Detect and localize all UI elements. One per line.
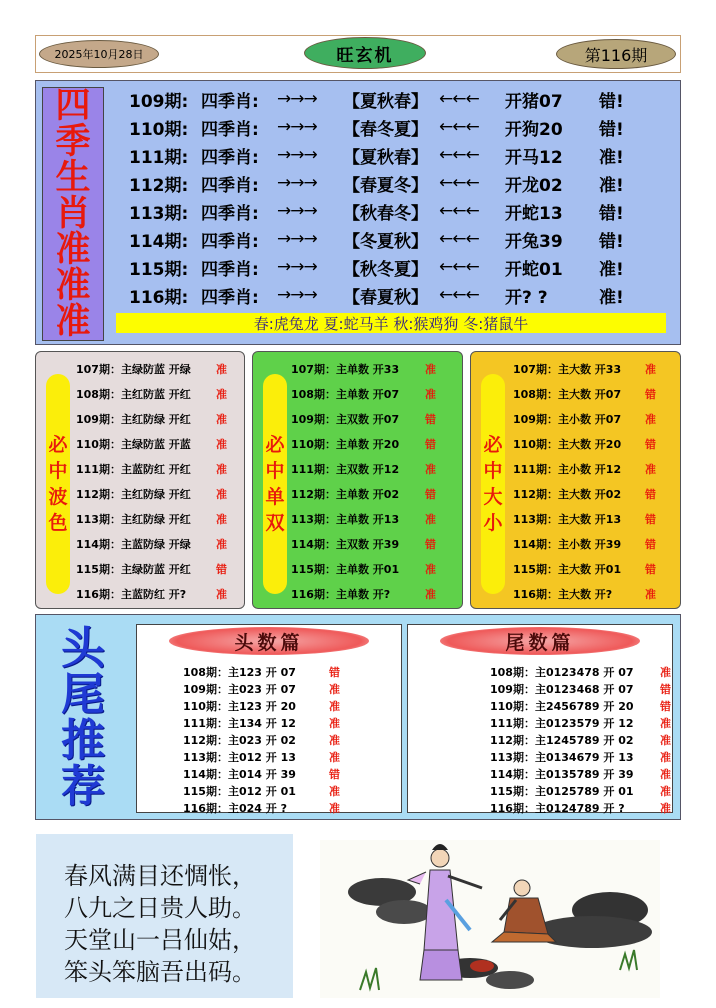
period-label: 116期: xyxy=(129,287,189,308)
panel-row xyxy=(76,534,227,554)
verdict-label: 准 xyxy=(645,363,656,376)
verdict-label: 准! xyxy=(599,287,624,308)
zodiac-group: 【春冬夏】 xyxy=(343,119,428,140)
big-small-title xyxy=(481,374,505,594)
number-row xyxy=(490,714,671,731)
verdict-label: 错 xyxy=(329,767,340,781)
verdict-label: 错 xyxy=(425,413,436,426)
fire-icon xyxy=(470,960,494,972)
panel-row xyxy=(76,559,227,579)
panel-row xyxy=(291,534,436,554)
verdict-label: 错 xyxy=(660,682,671,696)
verdict-label: 错 xyxy=(425,488,436,501)
number-row xyxy=(183,765,340,782)
arrow-left-icon: ←←← xyxy=(439,201,479,221)
row-text: 111期：主134 开 12 xyxy=(183,716,296,730)
title-char: 准 xyxy=(55,302,91,342)
number-row xyxy=(183,782,340,799)
row-text: 115期：主0125789 开 01 xyxy=(490,784,634,798)
verdict-label: 准 xyxy=(660,716,671,730)
row-text: 107期：主绿防蓝 开绿 xyxy=(76,363,191,376)
arrow-left-icon: ←←← xyxy=(439,229,479,249)
open-result: 开龙02 xyxy=(505,175,563,196)
panel-row xyxy=(291,559,436,579)
row-text: 113期：主单数 开13 xyxy=(291,513,400,526)
title-char: 生 xyxy=(55,158,91,198)
period-label: 110期: xyxy=(129,119,189,140)
panel-row xyxy=(513,359,656,379)
verdict-label: 准 xyxy=(216,413,227,426)
arrow-right-icon: →→→ xyxy=(277,89,317,109)
open-result: 开蛇13 xyxy=(505,203,563,224)
panel-row xyxy=(76,359,227,379)
panel-row xyxy=(76,509,227,529)
head-number-caption: 头数篇 xyxy=(169,627,369,655)
row-text: 109期：主红防绿 开红 xyxy=(76,413,191,426)
verdict-label: 准 xyxy=(660,750,671,764)
row-text: 111期：主蓝防红 开红 xyxy=(76,463,191,476)
wave-color-title xyxy=(46,374,70,594)
arrow-left-icon: ←←← xyxy=(439,89,479,109)
season-row xyxy=(129,114,624,140)
period-label: 114期: xyxy=(129,231,189,252)
row-text: 108期：主123 开 07 xyxy=(183,665,296,679)
row-text: 112期：主单数 开02 xyxy=(291,488,400,501)
open-result: 开马12 xyxy=(505,147,563,168)
row-text: 116期：主大数 开? xyxy=(513,588,613,601)
number-row xyxy=(183,697,340,714)
row-text: 111期：主0123579 开 12 xyxy=(490,716,634,730)
row-text: 110期：主大数 开20 xyxy=(513,438,622,451)
number-row xyxy=(183,748,340,765)
arrow-right-icon: →→→ xyxy=(277,257,317,277)
arrow-left-icon: ←←← xyxy=(439,145,479,165)
head-tail-title xyxy=(48,622,118,812)
row-text: 116期：主单数 开? xyxy=(291,588,391,601)
zodiac-group: 【秋春冬】 xyxy=(343,203,428,224)
verdict-label: 准 xyxy=(660,767,671,781)
verdict-label: 准! xyxy=(599,259,624,280)
row-text: 108期：主大数 开07 xyxy=(513,388,622,401)
date-text: 2025年10月28日 xyxy=(54,48,144,61)
verdict-label: 准 xyxy=(645,588,656,601)
open-result: 开兔39 xyxy=(505,231,563,252)
verdict-label: 错 xyxy=(645,513,656,526)
poem-line: 春风满目还惆怅， xyxy=(64,862,256,890)
panel-row xyxy=(513,409,656,429)
season-row xyxy=(129,282,624,308)
season-label: 四季肖: xyxy=(201,119,259,140)
title-char: 必 xyxy=(265,434,285,456)
verdict-label: 准 xyxy=(425,363,436,376)
panel-row xyxy=(291,359,436,379)
old-man-robe-icon xyxy=(504,898,548,934)
verdict-label: 准 xyxy=(216,363,227,376)
number-row xyxy=(490,799,671,816)
row-text: 110期：主123 开 20 xyxy=(183,699,296,713)
verdict-label: 错 xyxy=(645,563,656,576)
poem-line: 八九之日贵人助。 xyxy=(64,894,256,922)
verdict-label: 错! xyxy=(599,119,624,140)
big-small-panel xyxy=(470,351,681,609)
zodiac-group: 【秋冬夏】 xyxy=(343,259,428,280)
odd-even-panel xyxy=(252,351,463,609)
season-row xyxy=(129,254,624,280)
row-text: 112期：主大数 开02 xyxy=(513,488,622,501)
panel-row xyxy=(291,434,436,454)
period-label: 109期: xyxy=(129,91,189,112)
old-man-head-icon xyxy=(514,880,530,896)
open-result: 开蛇01 xyxy=(505,259,563,280)
arrow-right-icon: →→→ xyxy=(277,201,317,221)
panel-row xyxy=(76,484,227,504)
issue-number: 第116期 xyxy=(584,45,648,65)
season-row xyxy=(129,142,624,168)
verdict-label: 准 xyxy=(216,463,227,476)
verdict-label: 准! xyxy=(599,175,624,196)
season-row xyxy=(129,226,624,252)
issue-badge xyxy=(556,39,676,69)
arrow-right-icon: →→→ xyxy=(277,285,317,305)
season-legend: 春:虎兔龙 夏:蛇马羊 秋:猴鸡狗 冬:猪鼠牛 xyxy=(116,313,666,333)
row-text: 109期：主小数 开07 xyxy=(513,413,622,426)
title-char: 中 xyxy=(483,460,503,482)
verdict-label: 准 xyxy=(645,463,656,476)
verdict-label: 准 xyxy=(660,665,671,679)
zodiac-group: 【春夏秋】 xyxy=(343,287,428,308)
verdict-label: 准 xyxy=(329,801,340,815)
number-row xyxy=(490,663,671,680)
title-char: 必 xyxy=(483,434,503,456)
title-badge xyxy=(304,37,426,69)
arrow-left-icon: ←←← xyxy=(439,257,479,277)
title-char: 尾 xyxy=(61,668,105,720)
number-row xyxy=(490,765,671,782)
panel-row xyxy=(291,509,436,529)
season-row xyxy=(129,170,624,196)
wave-color-panel xyxy=(35,351,245,609)
four-seasons-section xyxy=(35,80,681,345)
row-text: 114期：主014 开 39 xyxy=(183,767,296,781)
row-text: 114期：主双数 开39 xyxy=(291,538,400,551)
row-text: 116期：主0124789 开 ? xyxy=(490,801,625,815)
verdict-label: 准 xyxy=(425,513,436,526)
row-text: 115期：主012 开 01 xyxy=(183,784,296,798)
season-label: 四季肖: xyxy=(201,147,259,168)
panel-row xyxy=(76,459,227,479)
title-char: 波 xyxy=(48,486,68,508)
row-text: 112期：主1245789 开 02 xyxy=(490,733,634,747)
period-label: 113期: xyxy=(129,203,189,224)
panel-row xyxy=(76,409,227,429)
arrow-left-icon: ←←← xyxy=(439,173,479,193)
header-bar xyxy=(35,35,681,73)
verdict-label: 准 xyxy=(660,733,671,747)
verdict-label: 错 xyxy=(216,563,227,576)
number-row xyxy=(490,697,671,714)
row-text: 109期：主0123468 开 07 xyxy=(490,682,634,696)
row-text: 108期：主红防蓝 开红 xyxy=(76,388,191,401)
title-char: 准 xyxy=(55,230,91,270)
tail-number-card xyxy=(407,624,673,813)
season-label: 四季肖: xyxy=(201,287,259,308)
title-char: 小 xyxy=(483,512,503,534)
four-seasons-title xyxy=(42,87,104,341)
panel-row xyxy=(291,584,436,604)
verdict-label: 准 xyxy=(645,413,656,426)
verdict-label: 准 xyxy=(425,563,436,576)
verdict-label: 错 xyxy=(645,438,656,451)
title-char: 色 xyxy=(48,512,68,534)
row-text: 113期：主012 开 13 xyxy=(183,750,296,764)
verdict-label: 准 xyxy=(216,438,227,451)
verdict-label: 准 xyxy=(425,388,436,401)
season-label: 四季肖: xyxy=(201,91,259,112)
number-row xyxy=(183,663,340,680)
verdict-label: 准 xyxy=(660,801,671,815)
number-row xyxy=(490,748,671,765)
arrow-right-icon: →→→ xyxy=(277,173,317,193)
title-char: 双 xyxy=(265,512,285,534)
title-char: 肖 xyxy=(55,194,91,234)
poem-box xyxy=(36,834,293,998)
zodiac-group: 【夏秋春】 xyxy=(343,147,428,168)
verdict-label: 准 xyxy=(216,488,227,501)
odd-even-title xyxy=(263,374,287,594)
verdict-label: 准 xyxy=(216,538,227,551)
rock-icon xyxy=(376,900,432,924)
row-text: 109期：主双数 开07 xyxy=(291,413,400,426)
panel-row xyxy=(513,534,656,554)
panel-row xyxy=(513,459,656,479)
number-row xyxy=(490,782,671,799)
page-title: 旺玄机 xyxy=(336,45,394,66)
verdict-label: 准 xyxy=(425,588,436,601)
verdict-label: 错! xyxy=(599,231,624,252)
row-text: 110期：主2456789 开 20 xyxy=(490,699,634,713)
arrow-right-icon: →→→ xyxy=(277,117,317,137)
panel-row xyxy=(513,584,656,604)
tail-number-caption: 尾数篇 xyxy=(440,627,640,655)
poem-line: 笨头笨脑吾出码。 xyxy=(64,958,256,986)
panel-row xyxy=(513,559,656,579)
row-text: 107期：主单数 开33 xyxy=(291,363,400,376)
number-row xyxy=(490,680,671,697)
title-char: 季 xyxy=(55,122,91,162)
row-text: 108期：主单数 开07 xyxy=(291,388,400,401)
panel-row xyxy=(291,459,436,479)
title-char: 中 xyxy=(265,460,285,482)
number-row xyxy=(183,731,340,748)
verdict-label: 准 xyxy=(425,463,436,476)
arrow-right-icon: →→→ xyxy=(277,145,317,165)
verdict-label: 错 xyxy=(660,699,671,713)
title-char: 大 xyxy=(483,486,503,508)
lady-head-icon xyxy=(431,849,449,867)
verdict-label: 准 xyxy=(329,784,340,798)
verdict-label: 准 xyxy=(329,750,340,764)
poem-line: 天堂山一吕仙姑， xyxy=(64,926,256,954)
verdict-label: 错! xyxy=(599,203,624,224)
row-text: 109期：主023 开 07 xyxy=(183,682,296,696)
verdict-label: 准 xyxy=(329,699,340,713)
number-row xyxy=(183,799,340,816)
title-char: 单 xyxy=(265,486,285,508)
row-text: 116期：主024 开 ? xyxy=(183,801,287,815)
verdict-label: 准 xyxy=(216,588,227,601)
verdict-label: 错 xyxy=(425,438,436,451)
arrow-left-icon: ←←← xyxy=(439,117,479,137)
date-badge xyxy=(39,40,159,68)
head-number-card xyxy=(136,624,402,813)
verdict-label: 错! xyxy=(599,91,624,112)
panel-row xyxy=(291,384,436,404)
row-text: 113期：主大数 开13 xyxy=(513,513,622,526)
period-label: 111期: xyxy=(129,147,189,168)
row-text: 115期：主绿防蓝 开红 xyxy=(76,563,191,576)
period-label: 115期: xyxy=(129,259,189,280)
season-row xyxy=(129,198,624,224)
panel-row xyxy=(513,384,656,404)
period-label: 112期: xyxy=(129,175,189,196)
panel-row xyxy=(513,484,656,504)
verdict-label: 错 xyxy=(329,665,340,679)
panel-row xyxy=(76,384,227,404)
row-text: 113期：主红防绿 开红 xyxy=(76,513,191,526)
title-char: 头 xyxy=(61,622,105,674)
season-row xyxy=(129,86,624,112)
row-text: 115期：主单数 开01 xyxy=(291,563,400,576)
illustration-svg xyxy=(320,840,660,998)
zodiac-group: 【夏秋春】 xyxy=(343,91,428,112)
title-char: 中 xyxy=(48,460,68,482)
panel-row xyxy=(513,434,656,454)
panel-row xyxy=(513,509,656,529)
number-row xyxy=(183,680,340,697)
season-label: 四季肖: xyxy=(201,231,259,252)
open-result: 开狗20 xyxy=(505,119,563,140)
season-label: 四季肖: xyxy=(201,175,259,196)
immortals-scene-illustration xyxy=(320,840,660,998)
row-text: 112期：主023 开 02 xyxy=(183,733,296,747)
verdict-label: 准 xyxy=(329,733,340,747)
arrow-left-icon: ←←← xyxy=(439,285,479,305)
verdict-label: 准 xyxy=(660,784,671,798)
title-char: 必 xyxy=(48,434,68,456)
number-row xyxy=(183,714,340,731)
zodiac-group: 【春夏冬】 xyxy=(343,175,428,196)
row-text: 114期：主蓝防绿 开绿 xyxy=(76,538,191,551)
row-text: 116期：主蓝防红 开? xyxy=(76,588,187,601)
open-result: 开猪07 xyxy=(505,91,563,112)
verdict-label: 准 xyxy=(216,513,227,526)
verdict-label: 准 xyxy=(329,716,340,730)
row-text: 110期：主单数 开20 xyxy=(291,438,400,451)
rock-icon xyxy=(532,916,652,948)
title-char: 准 xyxy=(55,266,91,306)
verdict-label: 准 xyxy=(216,388,227,401)
number-row xyxy=(490,731,671,748)
row-text: 114期：主0135789 开 39 xyxy=(490,767,634,781)
verdict-label: 准 xyxy=(329,682,340,696)
open-result: 开? ? xyxy=(505,287,548,308)
title-char: 荐 xyxy=(61,760,105,812)
row-text: 112期：主红防绿 开红 xyxy=(76,488,191,501)
row-text: 107期：主大数 开33 xyxy=(513,363,622,376)
panel-row xyxy=(76,434,227,454)
row-text: 111期：主双数 开12 xyxy=(291,463,400,476)
panel-row xyxy=(291,409,436,429)
head-tail-section xyxy=(35,614,681,820)
title-char: 推 xyxy=(61,714,105,766)
row-text: 108期：主0123478 开 07 xyxy=(490,665,634,679)
title-char: 四 xyxy=(55,86,91,126)
row-text: 110期：主绿防蓝 开蓝 xyxy=(76,438,191,451)
row-text: 115期：主大数 开01 xyxy=(513,563,622,576)
season-label: 四季肖: xyxy=(201,203,259,224)
verdict-label: 错 xyxy=(645,538,656,551)
arrow-right-icon: →→→ xyxy=(277,229,317,249)
panel-row xyxy=(76,584,227,604)
verdict-label: 准! xyxy=(599,147,624,168)
row-text: 113期：主0134679 开 13 xyxy=(490,750,634,764)
verdict-label: 错 xyxy=(645,388,656,401)
zodiac-group: 【冬夏秋】 xyxy=(343,231,428,252)
row-text: 111期：主小数 开12 xyxy=(513,463,622,476)
verdict-label: 错 xyxy=(645,488,656,501)
season-label: 四季肖: xyxy=(201,259,259,280)
panel-row xyxy=(291,484,436,504)
verdict-label: 错 xyxy=(425,538,436,551)
rock-icon xyxy=(486,971,534,989)
row-text: 114期：主小数 开39 xyxy=(513,538,622,551)
